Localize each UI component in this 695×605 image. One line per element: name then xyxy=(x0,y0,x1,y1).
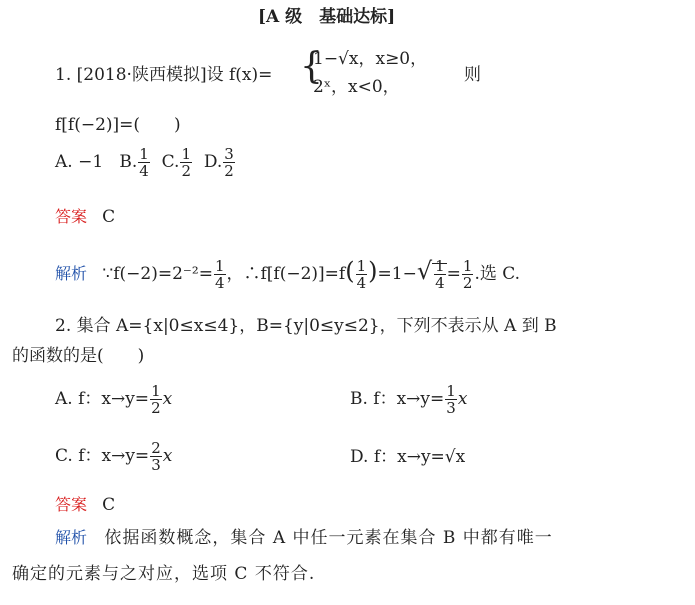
q1-question: f[f(−2)]=( ) xyxy=(55,115,181,135)
q1-number: 1. xyxy=(55,65,72,85)
q1-analysis-a: ∵f(−2)=2⁻²= xyxy=(102,264,213,284)
q1-analysis-b: ，∴f[f(−2)]=f xyxy=(226,264,346,284)
q2-analysis-label: 解析 xyxy=(55,528,88,547)
q1-analysis-c: =1− xyxy=(377,264,417,284)
q1-case1: 1−√x，x≥0， xyxy=(313,49,428,69)
q2-option-a: A. f：x→y= $\frac{1}{2}$ x xyxy=(55,382,173,417)
q1-options xyxy=(55,146,236,179)
q1-source: [2018·陕西模拟] xyxy=(76,65,207,85)
q1-answer: C xyxy=(102,207,116,227)
q1-analysis-label: 解析 xyxy=(55,264,88,283)
q1-analysis-row: 解析 ∵f(−2)=2⁻²= $\frac{1}{4}$ ，∴f[f(−2)]=f( $\frac{1}{4}$ )=1−√ $\frac{1}{4}$ = $\frac{1}{2}$ .选 C. xyxy=(55,257,521,292)
q1-lead: 设 f(x)= xyxy=(206,65,273,85)
q1-option-b: B. $\frac{1}{4}$ xyxy=(119,145,149,180)
q2-answer-label: 答案 xyxy=(55,495,88,514)
q2-stem-line1: 2. 集合 A={x|0≤x≤4}，B={y|0≤y≤2}，下列不表示从 A 到 B xyxy=(55,316,557,336)
q2-analysis-line2: 确定的元素与之对应，选项 C 不符合. xyxy=(12,564,316,584)
q1-answer-row xyxy=(55,204,115,228)
q1-option-c: C. $\frac{1}{2}$ xyxy=(161,145,191,180)
q1-case2: 2ˣ，x<0， xyxy=(313,77,400,97)
q1-option-d: D. $\frac{3}{2}$ xyxy=(203,145,234,180)
q2-option-b: B. f：x→y= $\frac{1}{3}$ x xyxy=(350,382,468,417)
q2-analysis-row xyxy=(55,527,553,549)
q1-analysis-e: .选 C. xyxy=(474,264,521,284)
q1-stem-lead xyxy=(55,64,272,86)
q1-option-a: A. −1 xyxy=(55,152,104,172)
q1-analysis-d: = xyxy=(446,264,461,284)
q2-stem-line2: 的函数的是( ) xyxy=(12,346,145,366)
q1-then: 则 xyxy=(464,65,481,85)
q2-answer-row xyxy=(55,492,115,516)
q2-option-c: C. f：x→y= $\frac{2}{3}$ x xyxy=(55,439,173,474)
section-header: [A 级 基础达标] xyxy=(258,7,396,27)
q1-answer-label: 答案 xyxy=(55,207,88,226)
piecewise-brace: { xyxy=(300,46,323,87)
q2-option-d: D. f：x→y=√x xyxy=(350,447,466,467)
q2-answer: C xyxy=(102,495,116,515)
q2-analysis-line1: 依据函数概念，集合 A 中任一元素在集合 B 中都有唯一 xyxy=(104,528,553,548)
